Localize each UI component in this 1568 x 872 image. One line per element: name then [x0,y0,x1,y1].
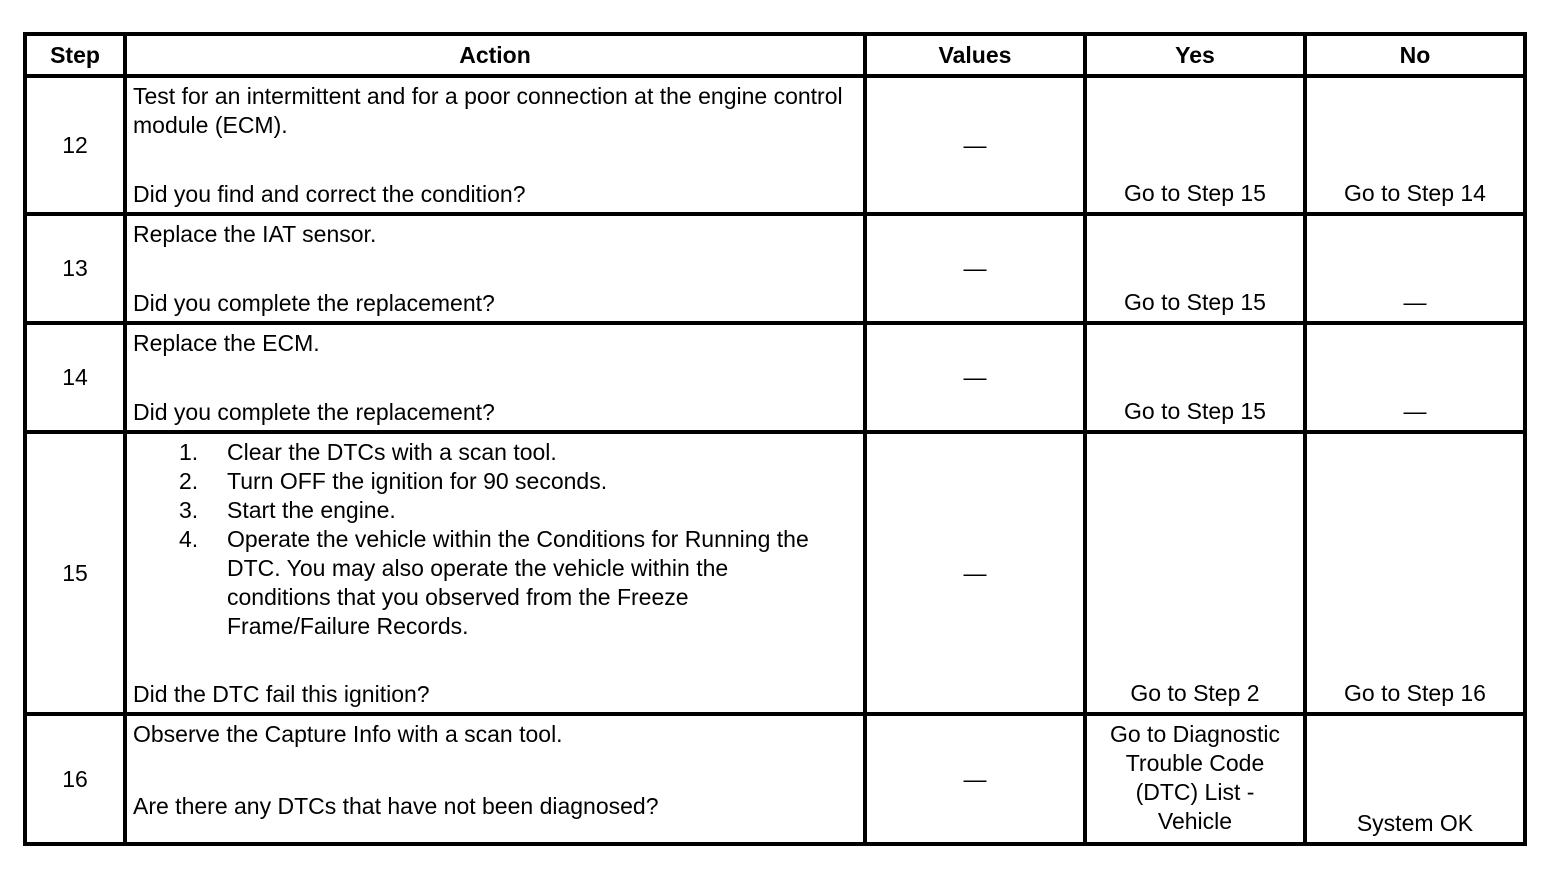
list-item-number: 2. [179,468,199,494]
yes-cell: Go to Step 2 [1085,432,1305,714]
step-number: 12 [25,76,125,214]
list-item [133,467,857,496]
action-text: Test for an intermittent and for a poor connection at the engine control module (ECM). [133,83,843,138]
header-row [25,34,1525,76]
header-action: Action [125,34,865,76]
list-item [133,438,857,467]
action-question: Did you complete the replacement? [133,399,495,425]
action-cell [125,76,865,214]
table-row [25,432,1525,714]
no-cell: System OK [1305,714,1525,844]
header-step: Step [25,34,125,76]
list-item-text: Operate the vehicle within the Conditions for Running the DTC. You may also operate the vehicle within the conditions that you observed from the Freeze Frame/Failure Records. [227,526,809,639]
list-item-number: 4. [179,526,199,552]
values-cell: — [865,214,1085,323]
header-values: Values [865,34,1085,76]
action-cell [125,214,865,323]
action-cell [125,714,865,844]
action-question: Did you find and correct the condition? [133,181,526,207]
yes-cell: Go to Step 15 [1085,323,1305,432]
yes-cell: Go to Step 15 [1085,76,1305,214]
step-number: 15 [25,432,125,714]
procedure-list [133,438,857,641]
diagnostic-table [23,32,1527,846]
values-cell: — [865,714,1085,844]
table-row [25,714,1525,844]
list-item-number: 1. [179,439,199,465]
action-cell [125,432,865,714]
step-number: 14 [25,323,125,432]
list-item-text: Clear the DTCs with a scan tool. [227,439,557,465]
step-number: 13 [25,214,125,323]
no-cell: — [1305,214,1525,323]
table-row [25,76,1525,214]
action-question: Did the DTC fail this ignition? [133,681,430,707]
action-question: Are there any DTCs that have not been diagnosed? [133,793,659,819]
list-item-number: 3. [179,497,199,523]
action-question: Did you complete the replacement? [133,290,495,316]
no-cell: Go to Step 14 [1305,76,1525,214]
action-cell [125,323,865,432]
values-cell: — [865,323,1085,432]
table-row [25,214,1525,323]
values-cell: — [865,76,1085,214]
table-row [25,323,1525,432]
no-cell: Go to Step 16 [1305,432,1525,714]
step-number: 16 [25,714,125,844]
no-cell: — [1305,323,1525,432]
yes-cell [1085,714,1305,844]
list-item [133,496,857,525]
list-item [133,525,857,641]
header-no: No [1305,34,1525,76]
yes-cell-text: Go to Diagnostic Trouble Code (DTC) List - Vehicle [1109,721,1281,834]
yes-cell: Go to Step 15 [1085,214,1305,323]
values-cell: — [865,432,1085,714]
list-item-text: Start the engine. [227,497,396,523]
header-yes: Yes [1085,34,1305,76]
list-item-text: Turn OFF the ignition for 90 seconds. [227,468,608,494]
action-text: Observe the Capture Info with a scan tool. [133,721,563,747]
action-text: Replace the IAT sensor. [133,221,377,247]
action-text: Replace the ECM. [133,330,320,356]
